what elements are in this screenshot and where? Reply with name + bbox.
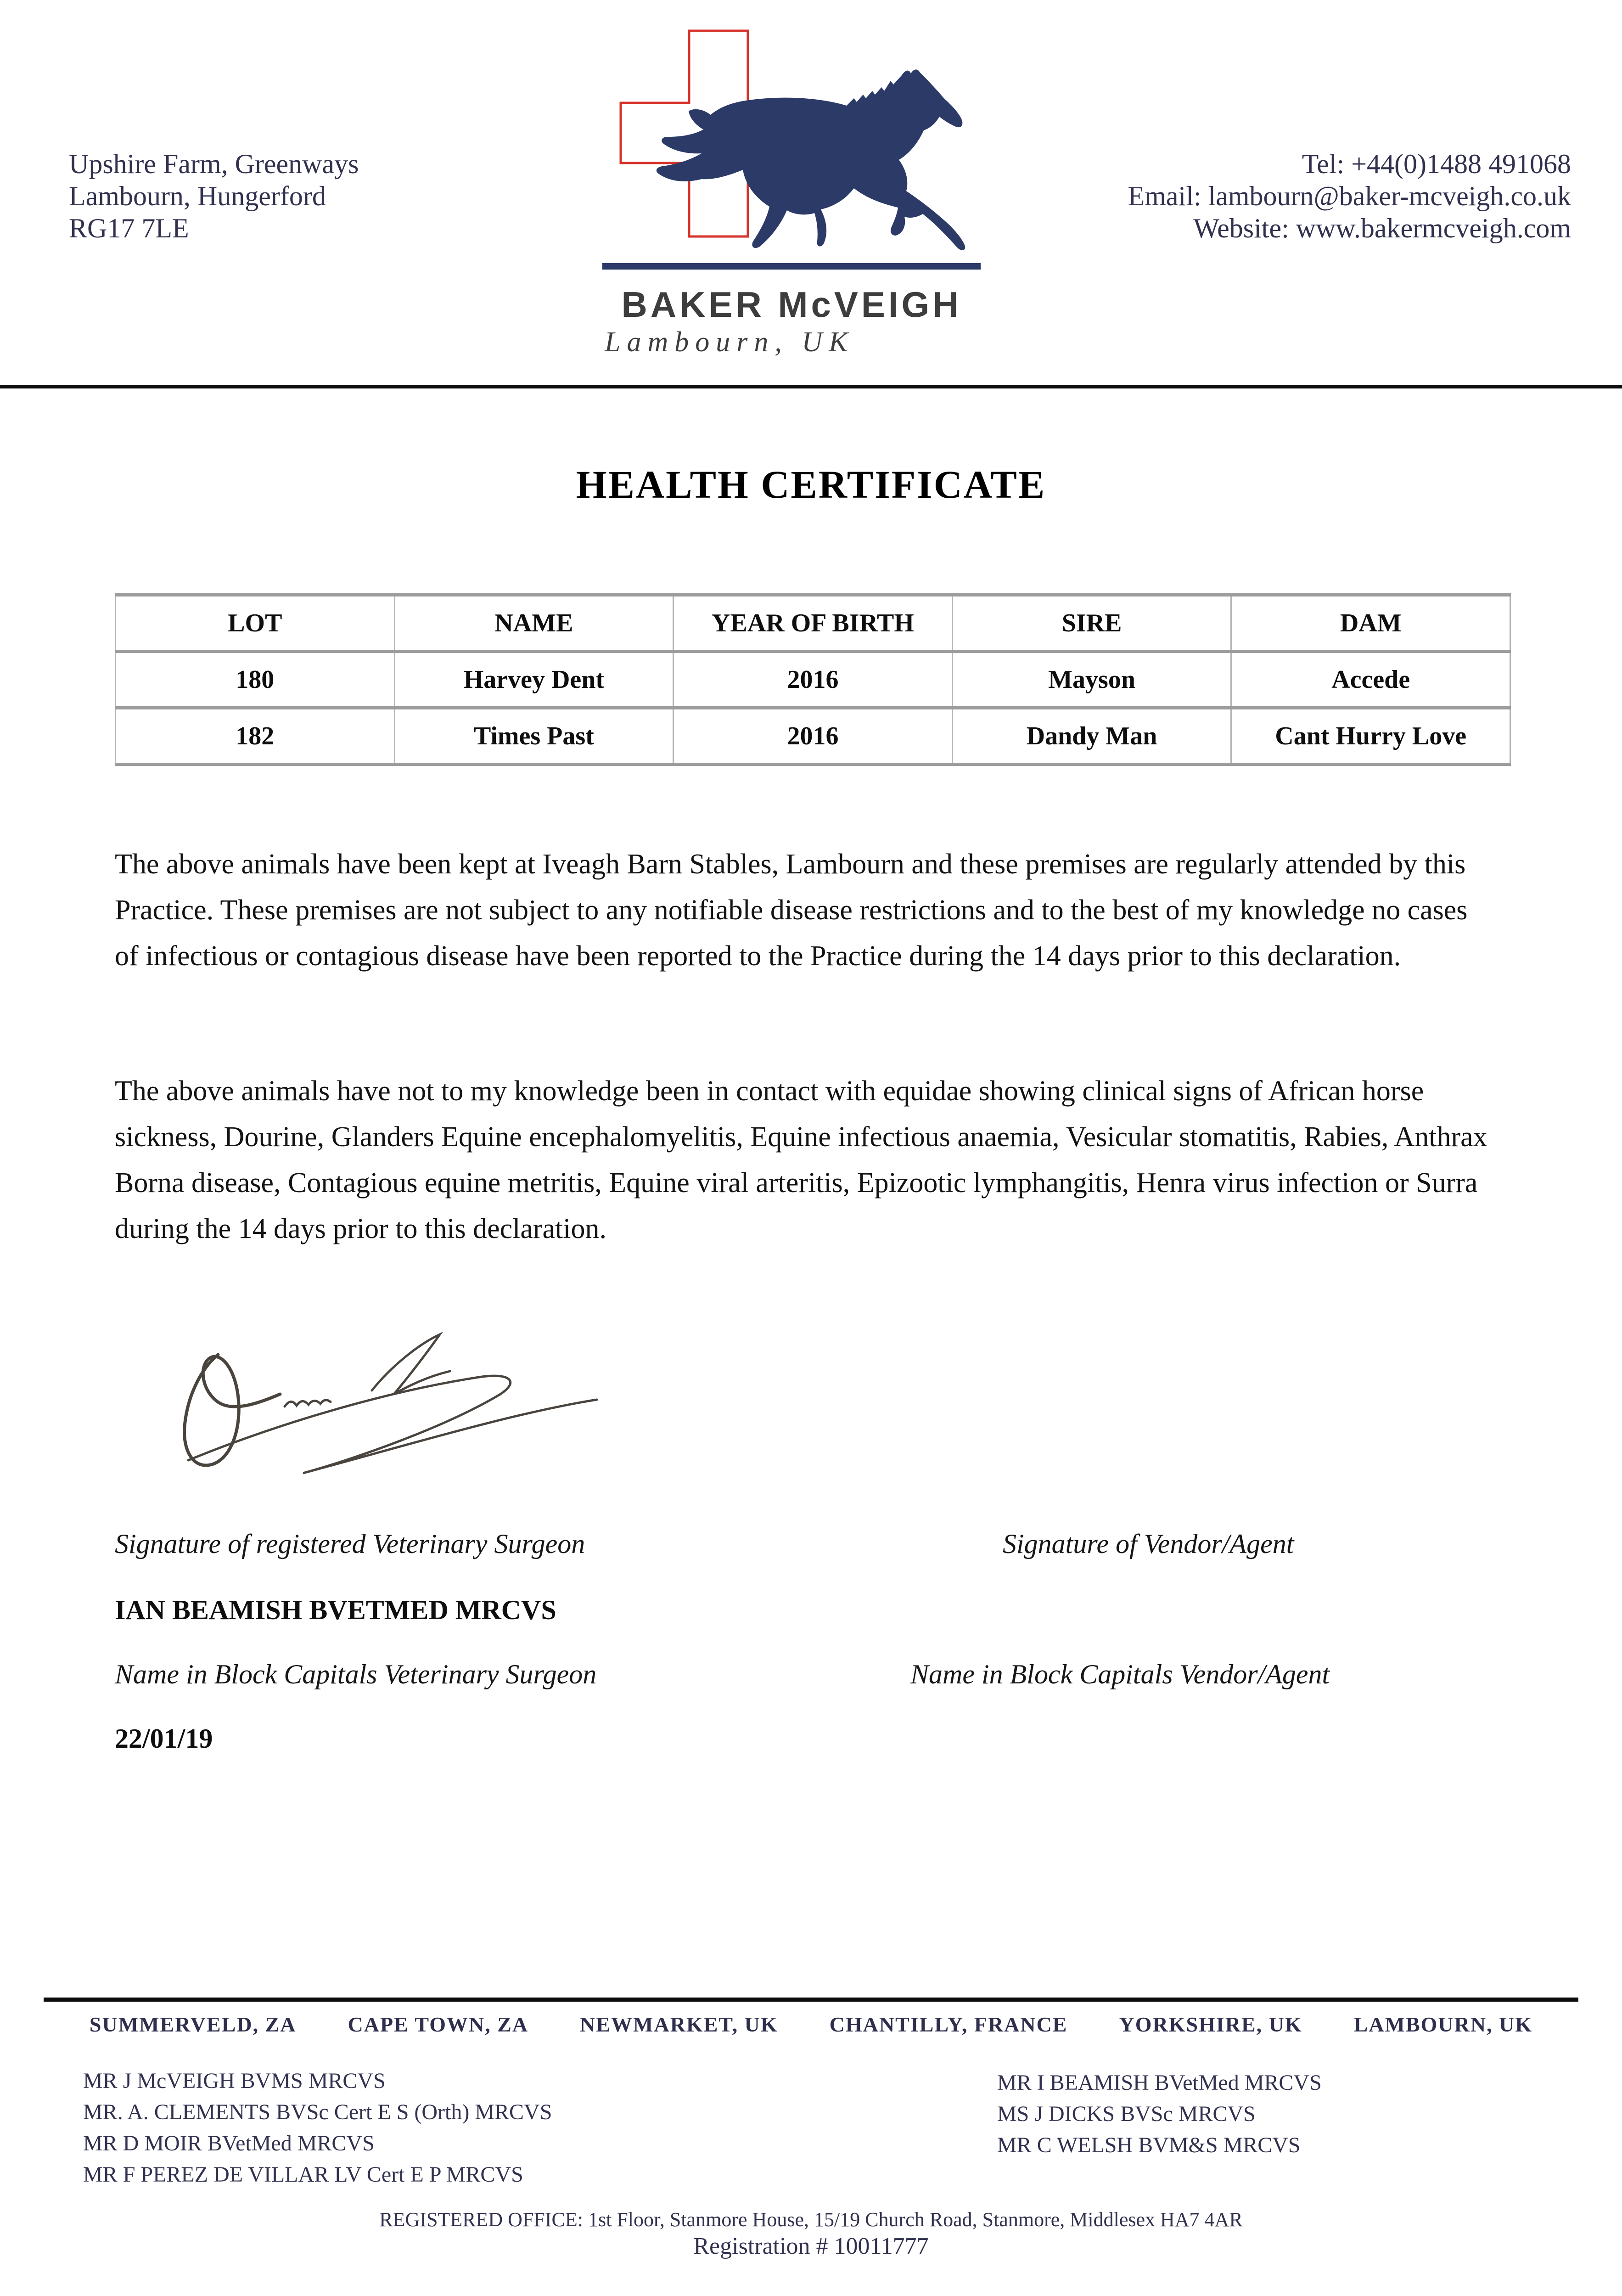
col-header-dam: DAM: [1231, 595, 1510, 652]
declaration-paragraph-diseases: The above animals have not to my knowledge been in contact with equidae showing clinical signs of African horse sickness, Dourine, Glanders Equine encephalomyelitis, Equine infectious anaemia, Vesicular stomatitis, Rabies, Anthrax Borna disease, Contagious equine metritis, Equine viral arteritis, Epizootic lymphangitis, Henra virus infection or Surra during the 14 days prior to this declaration.: [115, 1075, 1487, 1244]
location-item: CAPE TOWN, ZA: [348, 2013, 529, 2036]
contact-website: Website: www.bakermcveigh.com: [1193, 213, 1571, 243]
cell-sire: Mayson: [952, 652, 1231, 708]
cell-year: 2016: [673, 708, 953, 765]
contact-tel: Tel: +44(0)1488 491068: [1302, 149, 1571, 179]
location-item: SUMMERVELD, ZA: [89, 2013, 297, 2036]
vendor-block-capitals-label: Name in Block Capitals Vendor/Agent: [910, 1659, 1330, 1689]
vet-block-capitals-label: Name in Block Capitals Veterinary Surgeon: [115, 1659, 597, 1689]
location-item: NEWMARKET, UK: [580, 2013, 778, 2036]
registration-number: Registration # 10011777: [693, 2233, 929, 2259]
address-line: Upshire Farm, Greenways: [69, 149, 359, 179]
cell-sire: Dandy Man: [952, 708, 1231, 765]
vet-name-item: MR F PEREZ DE VILLAR LV Cert E P MRCVS: [83, 2162, 523, 2187]
vet-signature-image: [133, 1312, 615, 1496]
certificate-date: 22/01/19: [115, 1723, 213, 1754]
animals-table: [115, 593, 1511, 766]
location-item: CHANTILLY, FRANCE: [829, 2013, 1068, 2036]
table-row: [116, 652, 1510, 708]
practice-address: [69, 148, 359, 244]
vet-name-item: MR. A. CLEMENTS BVSc Cert E S (Orth) MRCVS: [83, 2100, 552, 2124]
col-header-name: NAME: [394, 595, 673, 652]
logo-location: Lambourn, UK: [605, 326, 854, 358]
registered-office-line: REGISTERED OFFICE: 1st Floor, Stanmore House, 15/19 Church Road, Stanmore, Middlesex HA7 4AR: [379, 2208, 1243, 2231]
location-item: LAMBOURN, UK: [1353, 2013, 1533, 2036]
vet-name-item: MR I BEAMISH BVetMed MRCVS: [997, 2071, 1322, 2095]
location-item: YORKSHIRE, UK: [1119, 2013, 1302, 2036]
cell-year: 2016: [673, 652, 953, 708]
cell-dam: Accede: [1231, 652, 1510, 708]
vet-names-right-column: [997, 2067, 1322, 2161]
logo-company-name: BAKER McVEIGH: [621, 284, 962, 325]
col-header-sire: SIRE: [952, 595, 1231, 652]
vet-name-item: MR D MOIR BVetMed MRCVS: [83, 2131, 375, 2155]
page-title: HEALTH CERTIFICATE: [576, 462, 1046, 506]
footer-divider-rule: [44, 1998, 1578, 2002]
vet-names-left-column: [83, 2065, 552, 2190]
logo-divider-bar: [602, 263, 981, 270]
practice-locations: [0, 2012, 1622, 2037]
address-line: RG17 7LE: [69, 213, 189, 243]
cell-dam: Cant Hurry Love: [1231, 708, 1510, 765]
signature-stroke: [188, 1376, 597, 1473]
cell-lot: 180: [116, 652, 395, 708]
declaration-paragraph-premises: The above animals have been kept at Iveagh Barn Stables, Lambourn and these premises are regularly attended by this Practice. These premises are not subject to any notifiable disease restrictions and to the best of my knowledge no cases of infectious or contagious disease have been reported to the Practice during the 14 days prior to this declaration.: [115, 849, 1468, 972]
vet-name-item: MR C WELSH BVM&S MRCVS: [997, 2133, 1301, 2157]
cell-name: Harvey Dent: [394, 652, 673, 708]
table-row: [116, 708, 1510, 765]
signature-stroke: [185, 1355, 280, 1465]
vet-name-item: MS J DICKS BVSc MRCVS: [997, 2102, 1256, 2126]
signature-stroke: [285, 1400, 331, 1407]
address-line: Lambourn, Hungerford: [69, 181, 326, 211]
contact-email: Email: lambourn@baker-mcveigh.co.uk: [1128, 181, 1571, 211]
cell-lot: 182: [116, 708, 395, 765]
vet-signature-label: Signature of registered Veterinary Surgeon: [115, 1529, 585, 1559]
header-divider-rule: [0, 385, 1622, 388]
cell-name: Times Past: [394, 708, 673, 765]
table-header-row: [116, 595, 1510, 652]
vendor-signature-label: Signature of Vendor/Agent: [1003, 1529, 1294, 1559]
col-header-year-of-birth: YEAR OF BIRTH: [673, 595, 953, 652]
col-header-lot: LOT: [116, 595, 395, 652]
vet-name-item: MR J McVEIGH BVMS MRCVS: [83, 2069, 386, 2093]
practice-contact: [1128, 148, 1571, 244]
vet-name-block-capitals: IAN BEAMISH BVETMED MRCVS: [115, 1595, 556, 1625]
